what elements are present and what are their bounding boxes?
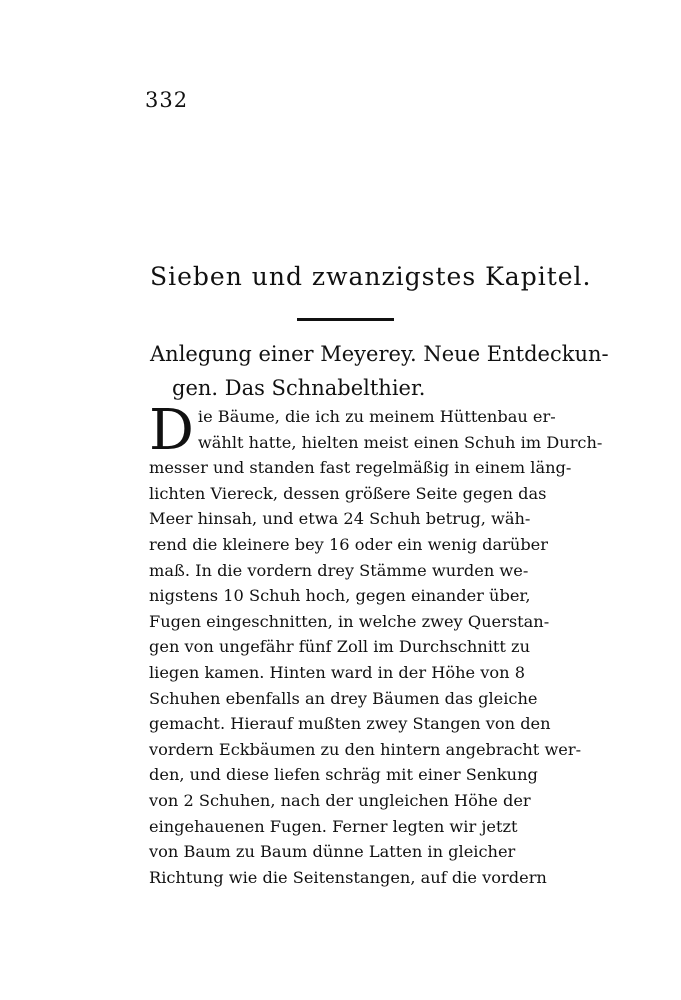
body-line: gemacht. Hierauf mußten zwey Stangen von den	[149, 714, 551, 734]
body-line: messer und standen fast regelmäßig in einem läng-	[149, 458, 572, 478]
chapter-subtitle	[150, 337, 609, 405]
subtitle-line: gen. Das Schnabelthier.	[172, 376, 426, 400]
body-line: rend die kleinere bey 16 oder ein wenig darüber	[149, 534, 549, 554]
body-line: gen von ungefähr fünf Zoll im Durchschnitt zu	[149, 637, 531, 657]
drop-cap-letter: D	[149, 398, 194, 463]
body-line: den, und diese liefen schräg mit einer Senkung	[149, 765, 538, 785]
chapter-title: Sieben und zwanzigstes Kapitel.	[150, 262, 592, 291]
body-line: wählt hatte, hielten meist einen Schuh im Durch-	[197, 432, 603, 452]
page-number: 332	[145, 88, 189, 112]
title-divider-rule	[297, 318, 394, 321]
body-line: vordern Eckbäumen zu den hintern angebracht wer-	[149, 739, 582, 759]
body-line: liegen kamen. Hinten ward in der Höhe von 8	[149, 662, 526, 682]
subtitle-line: Anlegung einer Meyerey. Neue Entdeckun-	[150, 342, 609, 366]
body-line: Fugen eingeschnitten, in welche zwey Querstan-	[149, 611, 550, 631]
body-line: von 2 Schuhen, nach der ungleichen Höhe der	[149, 790, 531, 810]
body-text	[149, 398, 603, 890]
body-line: Schuhen ebenfalls an drey Bäumen das gleiche	[149, 688, 538, 708]
body-line: Meer hinsah, und etwa 24 Schuh betrug, wäh-	[149, 509, 531, 529]
body-line: lichten Viereck, dessen größere Seite gegen das	[149, 483, 547, 503]
body-line: maß. In die vordern drey Stämme wurden we-	[149, 560, 529, 580]
body-line: eingehauenen Fugen. Ferner legten wir jetzt	[149, 816, 518, 836]
body-line: nigstens 10 Schuh hoch, gegen einander über,	[149, 586, 531, 606]
body-line: von Baum zu Baum dünne Latten in gleicher	[149, 842, 516, 862]
body-line: ie Bäume, die ich zu meinem Hüttenbau er-	[197, 407, 556, 426]
body-line: Richtung wie die Seitenstangen, auf die vordern	[149, 867, 547, 887]
